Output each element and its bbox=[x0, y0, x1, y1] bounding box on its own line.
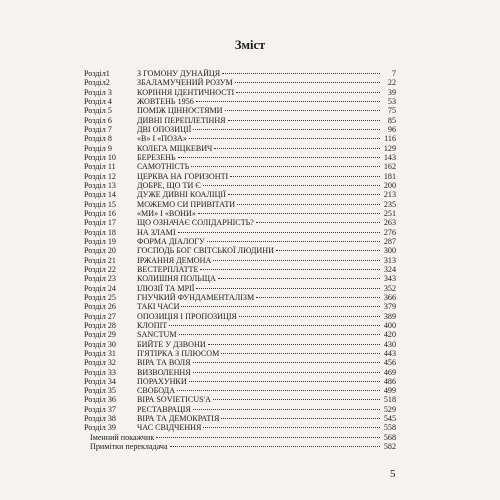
dot-leader bbox=[235, 82, 380, 83]
dot-leader bbox=[213, 260, 380, 261]
chapter-label: Розділ 7 bbox=[84, 124, 112, 134]
chapter-label: Розділ 12 bbox=[84, 171, 116, 181]
chapter-label: Розділ 23 bbox=[84, 274, 116, 284]
dot-leader bbox=[179, 334, 380, 335]
chapter-title: ДВІ ОПОЗИЦІЇ bbox=[137, 124, 192, 134]
toc-entry bbox=[84, 349, 396, 358]
chapter-page-number: 143 bbox=[383, 152, 396, 162]
dot-leader bbox=[193, 129, 380, 130]
chapter-title: «В» І «ПОЗА» bbox=[137, 134, 187, 144]
toc-entry bbox=[84, 284, 396, 293]
chapter-page-number: 456 bbox=[383, 358, 396, 368]
dot-leader bbox=[200, 269, 380, 270]
chapter-label: Розділ 10 bbox=[84, 152, 116, 162]
dot-leader bbox=[193, 362, 380, 363]
chapter-label: Розділ 29 bbox=[84, 330, 116, 340]
dot-leader bbox=[225, 110, 380, 111]
dot-leader bbox=[214, 148, 380, 149]
toc-entry bbox=[84, 368, 396, 377]
toc-entry bbox=[84, 386, 396, 395]
toc-entry bbox=[84, 116, 396, 125]
toc-entry bbox=[84, 377, 396, 386]
chapter-title: НА ЗЛАМІ bbox=[137, 227, 176, 237]
dot-leader bbox=[193, 372, 380, 373]
chapter-title: ФОРМА ДІАЛОГУ bbox=[137, 236, 205, 246]
chapter-label: Розділ 16 bbox=[84, 208, 116, 218]
chapter-title: SANCTUM bbox=[137, 330, 177, 340]
chapter-page-number: 420 bbox=[383, 330, 396, 340]
chapter-title: СВОБОДА bbox=[137, 386, 176, 396]
toc-entry bbox=[84, 88, 396, 97]
chapter-page-number: 263 bbox=[383, 218, 396, 228]
chapter-page-number: 116 bbox=[384, 134, 396, 144]
table-of-contents bbox=[84, 69, 396, 451]
chapter-label: Розділ 5 bbox=[84, 106, 112, 116]
chapter-title: МОЖЕМО СИ ПРИВІТАТИ bbox=[137, 199, 236, 209]
toc-entry bbox=[84, 200, 396, 209]
chapter-page-number: 300 bbox=[383, 246, 396, 256]
dot-leader bbox=[236, 92, 380, 93]
chapter-title: ВЕСТЕРПЛАТТЕ bbox=[137, 264, 199, 274]
chapter-title: КЛОПІТ bbox=[137, 320, 168, 330]
chapter-page-number: 518 bbox=[383, 395, 396, 405]
dot-leader bbox=[181, 306, 380, 307]
chapter-title: ЧАС СВІДЧЕННЯ bbox=[137, 423, 202, 433]
chapter-label: Розділ2 bbox=[84, 78, 110, 88]
dot-leader bbox=[213, 399, 380, 400]
toc-entry bbox=[84, 442, 396, 451]
dot-leader bbox=[228, 120, 380, 121]
chapter-label: Розділ 9 bbox=[84, 143, 112, 153]
toc-entry bbox=[84, 274, 396, 283]
dot-leader bbox=[276, 250, 380, 251]
chapter-title: ПОРАХУНКИ bbox=[137, 376, 187, 386]
toc-entry bbox=[84, 414, 396, 423]
chapter-title: ПОМІЖ ЦІННОСТЯМИ bbox=[137, 106, 223, 116]
chapter-page-number: 251 bbox=[383, 208, 396, 218]
chapter-title: Іменний покажчик bbox=[90, 432, 155, 442]
chapter-label: Розділ 3 bbox=[84, 87, 112, 97]
chapter-page-number: 430 bbox=[383, 339, 396, 349]
chapter-title: Примітки перекладача bbox=[90, 442, 168, 452]
chapter-title: ЗБАЛАМУЧЕНИЙ РОЗУМ bbox=[137, 78, 233, 88]
dot-leader bbox=[239, 316, 380, 317]
chapter-title: КОЛЕГА МІЦКЕВИЧ bbox=[137, 143, 213, 153]
chapter-title: ГНУЧКИЙ ФУНДАМЕНТАЛІЗМ bbox=[137, 292, 255, 302]
dot-leader bbox=[203, 427, 380, 428]
chapter-label: Розділ 34 bbox=[84, 376, 116, 386]
toc-entry bbox=[84, 237, 396, 246]
dot-leader bbox=[196, 288, 380, 289]
toc-entry bbox=[84, 153, 396, 162]
chapter-title: ВІРА ТА ВОЛЯ bbox=[137, 358, 191, 368]
chapter-label: Розділ 19 bbox=[84, 236, 116, 246]
toc-entry bbox=[84, 340, 396, 349]
chapter-label: Розділ 11 bbox=[84, 162, 116, 172]
chapter-label: Розділ 18 bbox=[84, 227, 116, 237]
chapter-title: КОРІННЯ ІДЕНТИЧНОСТІ bbox=[137, 87, 235, 97]
toc-entry bbox=[84, 321, 396, 330]
chapter-title: ДУЖЕ ДИВНІ КОАЛІЦІЇ bbox=[137, 190, 226, 200]
toc-entry bbox=[84, 78, 396, 87]
chapter-page-number: 276 bbox=[383, 227, 396, 237]
chapter-page-number: 366 bbox=[383, 292, 396, 302]
chapter-page-number: 287 bbox=[383, 236, 396, 246]
chapter-page-number: 389 bbox=[383, 311, 396, 321]
dot-leader bbox=[156, 437, 380, 438]
chapter-page-number: 213 bbox=[383, 190, 396, 200]
chapter-label: Розділ 26 bbox=[84, 302, 116, 312]
dot-leader bbox=[170, 446, 380, 447]
chapter-page-number: 235 bbox=[383, 199, 396, 209]
chapter-label: Розділ 8 bbox=[84, 134, 112, 144]
chapter-label: Розділ 32 bbox=[84, 358, 116, 368]
dot-leader bbox=[221, 353, 380, 354]
chapter-label: Розділ 21 bbox=[84, 255, 116, 265]
chapter-title: ІРЖАННЯ ДЕМОНА bbox=[137, 255, 212, 265]
chapter-page-number: 379 bbox=[383, 302, 396, 312]
chapter-page-number: 39 bbox=[387, 87, 396, 97]
chapter-page-number: 499 bbox=[383, 386, 396, 396]
page-title: Зміст bbox=[234, 38, 266, 52]
page-number: 5 bbox=[390, 468, 396, 480]
toc-entry bbox=[84, 134, 396, 143]
toc-entry bbox=[84, 69, 396, 78]
chapter-page-number: 469 bbox=[383, 367, 396, 377]
chapter-page-number: 529 bbox=[383, 404, 396, 414]
dot-leader bbox=[228, 194, 380, 195]
chapter-label: Розділ1 bbox=[84, 69, 110, 78]
toc-entry bbox=[84, 302, 396, 311]
chapter-title: ДОБРЕ, ЩО ТИ Є bbox=[137, 180, 201, 190]
toc-entry bbox=[84, 256, 396, 265]
chapter-label: Розділ 39 bbox=[84, 423, 116, 433]
toc-entry bbox=[84, 405, 396, 414]
dot-leader bbox=[189, 138, 380, 139]
dot-leader bbox=[256, 222, 380, 223]
chapter-page-number: 96 bbox=[387, 124, 396, 134]
chapter-page-number: 582 bbox=[383, 442, 396, 452]
dot-leader bbox=[191, 166, 380, 167]
chapter-title: ЦЕРКВА НА ГОРИЗОНТІ bbox=[137, 171, 229, 181]
chapter-label: Розділ 37 bbox=[84, 404, 116, 414]
chapter-page-number: 129 bbox=[383, 143, 396, 153]
chapter-label: Розділ 24 bbox=[84, 283, 116, 293]
chapter-page-number: 181 bbox=[383, 171, 396, 181]
chapter-label: Розділ 4 bbox=[84, 96, 112, 106]
dot-leader bbox=[193, 409, 380, 410]
chapter-label: Розділ 13 bbox=[84, 180, 116, 190]
chapter-label: Розділ 36 bbox=[84, 395, 116, 405]
dot-leader bbox=[221, 418, 380, 419]
chapter-label: Розділ 15 bbox=[84, 199, 116, 209]
toc-entry bbox=[84, 293, 396, 302]
chapter-label: Розділ 25 bbox=[84, 292, 116, 302]
chapter-page-number: 75 bbox=[387, 106, 396, 116]
chapter-page-number: 162 bbox=[383, 162, 396, 172]
chapter-page-number: 352 bbox=[383, 283, 396, 293]
chapter-label: Розділ 27 bbox=[84, 311, 116, 321]
chapter-title: БЕРЕЗЕНЬ bbox=[137, 152, 176, 162]
dot-leader bbox=[208, 344, 380, 345]
chapter-title: ТАКІ ЧАСИ bbox=[137, 302, 180, 312]
dot-leader bbox=[230, 176, 380, 177]
chapter-title: ВІРА SOVIETICUS'A bbox=[137, 395, 211, 405]
chapter-page-number: 313 bbox=[383, 255, 396, 265]
chapter-page-number: 486 bbox=[383, 376, 396, 386]
chapter-title: САМОТНІСТЬ bbox=[137, 162, 190, 172]
chapter-page-number: 558 bbox=[383, 423, 396, 433]
toc-entry bbox=[84, 162, 396, 171]
toc-entry bbox=[84, 433, 396, 442]
chapter-title: ОПОЗИЦІЯ І ПРОПОЗИЦІЯ bbox=[137, 311, 237, 321]
toc-entry bbox=[84, 106, 396, 115]
dot-leader bbox=[203, 185, 380, 186]
chapter-label: Розділ 6 bbox=[84, 115, 112, 125]
chapter-page-number: 200 bbox=[383, 180, 396, 190]
chapter-title: ЩО ОЗНАЧАЄ СОЛІДАРНІСТЬ? bbox=[137, 218, 254, 228]
chapter-label: Розділ 35 bbox=[84, 386, 116, 396]
chapter-label: Розділ 28 bbox=[84, 320, 116, 330]
dot-leader bbox=[178, 232, 380, 233]
chapter-label: Розділ 20 bbox=[84, 246, 116, 256]
toc-entry bbox=[84, 190, 396, 199]
chapter-title: РЕСТАВРАЦІЯ bbox=[137, 404, 191, 414]
chapter-label: Розділ 14 bbox=[84, 190, 116, 200]
dot-leader bbox=[178, 157, 380, 158]
toc-entry bbox=[84, 218, 396, 227]
chapter-title: ІЛЮЗІЇ ТА МРІЇ bbox=[137, 283, 195, 293]
chapter-page-number: 53 bbox=[387, 96, 396, 106]
dot-leader bbox=[237, 204, 380, 205]
toc-entry bbox=[84, 395, 396, 404]
toc-entry bbox=[84, 228, 396, 237]
chapter-title: ГОСПОДЬ БОГ СВІТСЬКОЇ ЛЮДИНИ bbox=[137, 246, 274, 256]
chapter-title: З ГОМОНУ ДУНАЙЦЯ bbox=[137, 69, 221, 78]
chapter-page-number: 400 bbox=[383, 320, 396, 330]
toc-entry bbox=[84, 172, 396, 181]
chapter-page-number: 324 bbox=[383, 264, 396, 274]
chapter-title: «МИ» І «ВОНИ» bbox=[137, 208, 196, 218]
chapter-page-number: 343 bbox=[383, 274, 396, 284]
chapter-title: КОЛИШНЯ ПОЛЬЩА bbox=[137, 274, 216, 284]
dot-leader bbox=[218, 278, 380, 279]
toc-entry bbox=[84, 125, 396, 134]
chapter-label: Розділ 30 bbox=[84, 339, 116, 349]
toc-entry bbox=[84, 209, 396, 218]
chapter-title: ДИВНІ ПЕРЕПЛЕТІННЯ bbox=[137, 115, 226, 125]
toc-entry bbox=[84, 358, 396, 367]
chapter-title: БИЙТЕ У ДЗВОНИ bbox=[137, 339, 206, 349]
chapter-title: ЖОВТЕНЬ 1956 bbox=[137, 96, 194, 106]
dot-leader bbox=[207, 241, 380, 242]
toc-entry bbox=[84, 330, 396, 339]
chapter-page-number: 22 bbox=[387, 78, 396, 88]
chapter-label: Розділ 33 bbox=[84, 367, 116, 377]
toc-entry bbox=[84, 246, 396, 255]
chapter-label: Розділ 38 bbox=[84, 414, 116, 424]
chapter-label: Розділ 17 bbox=[84, 218, 116, 228]
chapter-page-number: 85 bbox=[387, 115, 396, 125]
toc-entry bbox=[84, 423, 396, 432]
chapter-label: Розділ 31 bbox=[84, 348, 116, 358]
dot-leader bbox=[189, 381, 380, 382]
chapter-label: Розділ 22 bbox=[84, 264, 116, 274]
dot-leader bbox=[222, 73, 380, 74]
chapter-page-number: 545 bbox=[383, 414, 396, 424]
chapter-title: ВІРА ТА ДЕМОКРАТІЯ bbox=[137, 414, 220, 424]
chapter-page-number: 568 bbox=[383, 432, 396, 442]
dot-leader bbox=[177, 390, 380, 391]
dot-leader bbox=[196, 101, 380, 102]
toc-entry bbox=[84, 181, 396, 190]
dot-leader bbox=[256, 297, 380, 298]
chapter-page-number: 7 bbox=[391, 69, 396, 78]
chapter-page-number: 443 bbox=[383, 348, 396, 358]
dot-leader bbox=[198, 213, 380, 214]
chapter-title: П'ЯТІРКА З ПЛЮСОМ bbox=[137, 348, 220, 358]
toc-entry bbox=[84, 265, 396, 274]
chapter-title: ВИЗВОЛЕННЯ bbox=[137, 367, 191, 377]
dot-leader bbox=[169, 325, 380, 326]
toc-entry bbox=[84, 144, 396, 153]
toc-entry bbox=[84, 97, 396, 106]
toc-entry bbox=[84, 312, 396, 321]
